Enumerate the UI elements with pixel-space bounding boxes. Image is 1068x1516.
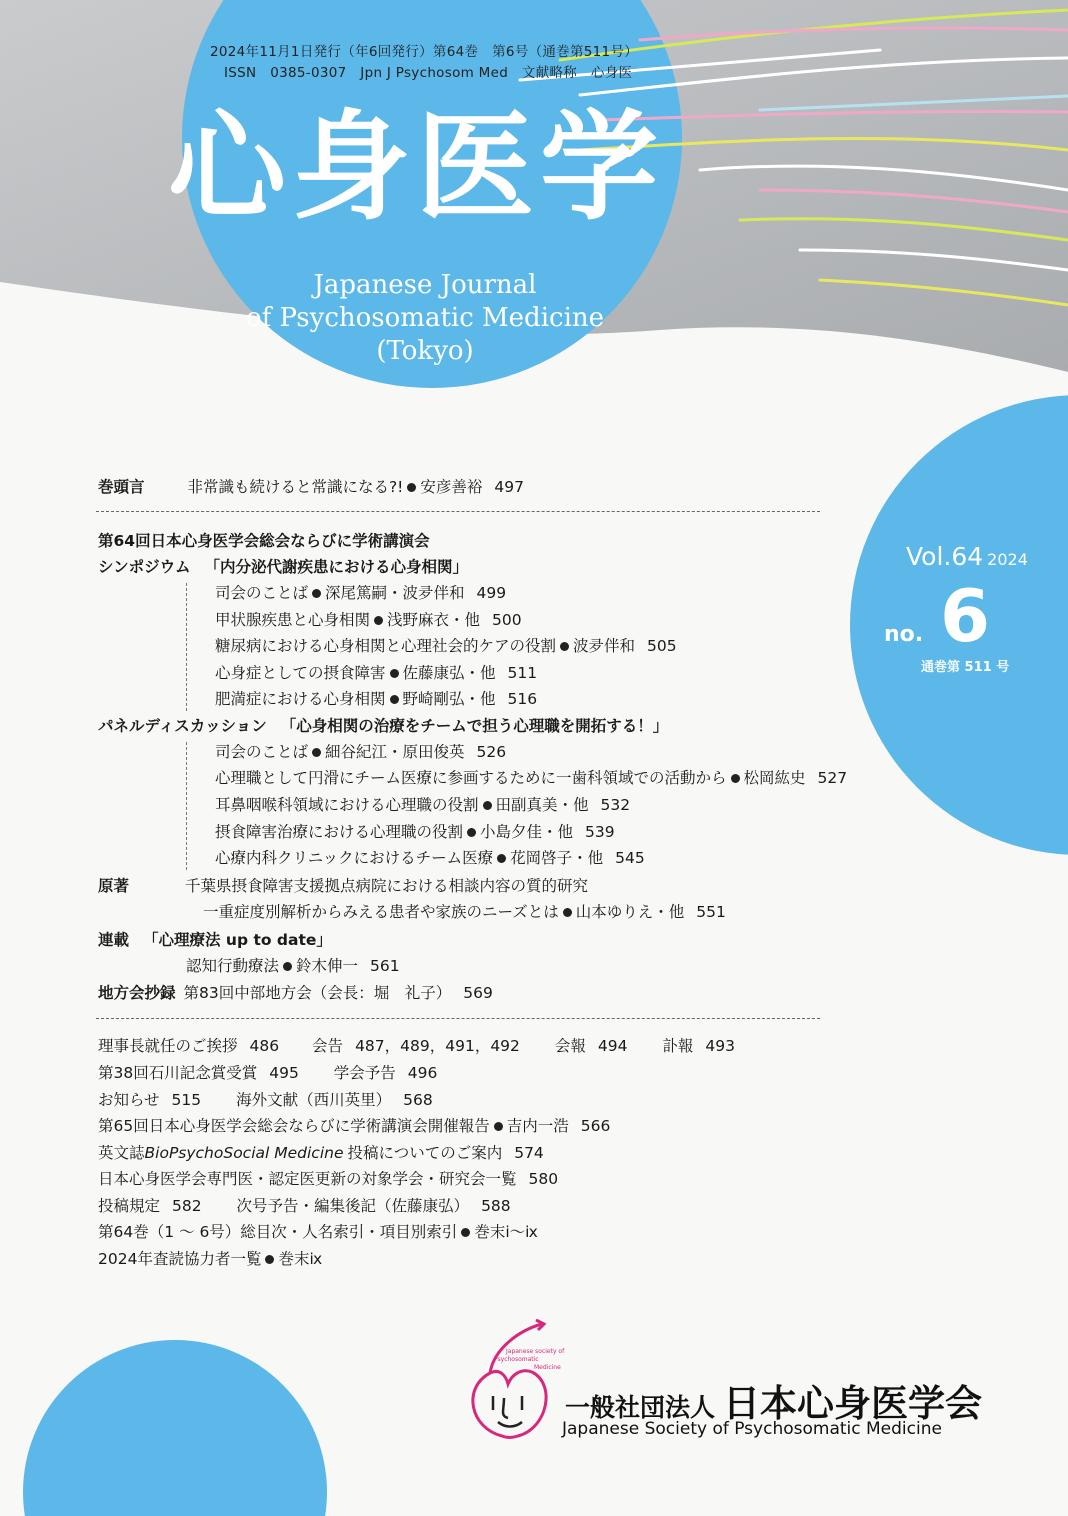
- article-title: 司会のことば: [215, 743, 309, 761]
- item-title: 海外文献（西川英里）: [236, 1091, 392, 1109]
- article-title: 心理職として円滑にチーム医療に参画するために一歯科領域での活動から: [215, 769, 727, 787]
- toc-item[interactable]: [215, 636, 677, 656]
- misc-line-7[interactable]: [98, 1196, 511, 1216]
- article-title: 千葉県摂食障害支援拠点病院における相談内容の質的研究: [185, 877, 589, 895]
- divider-top: [96, 511, 820, 512]
- article-title: 心身症としての摂食障害: [215, 664, 386, 682]
- article-page: 511: [507, 664, 538, 682]
- section-label: 連載: [98, 931, 130, 949]
- bullet-icon: [494, 1122, 503, 1131]
- toc-item[interactable]: [215, 848, 645, 868]
- article-title: 肥満症における心身相関: [215, 690, 386, 708]
- item-title: 日本心身医学会専門医・認定医更新の対象学会・研究会一覧: [98, 1170, 517, 1188]
- article-page: 500: [492, 611, 522, 629]
- journal-title-en-line3: (Tokyo): [376, 336, 474, 366]
- article-page: 569: [463, 984, 493, 1002]
- toc-kantougen[interactable]: [98, 477, 524, 497]
- volume-number: Vol.64: [906, 542, 984, 571]
- item-page: 582: [172, 1197, 202, 1215]
- article-author: 田副真美・他: [495, 796, 589, 814]
- article-page: 545: [615, 849, 645, 867]
- item-page: 588: [481, 1197, 511, 1215]
- article-author: 佐藤康弘・他: [402, 664, 496, 682]
- bullet-icon: [407, 483, 416, 492]
- publication-info-line2: ISSN 0385-0307 Jpn J Psychosom Med 文献略称 心身医: [224, 65, 633, 81]
- bullet-icon: [374, 616, 383, 625]
- item-page: 515: [171, 1091, 202, 1109]
- publication-info-line1: 2024年11月1日発行（年6回発行）第64巻 第6号（通巻第511号）: [210, 44, 639, 60]
- bullet-icon: [312, 589, 321, 598]
- society-name: 日本心身医学会: [723, 1382, 983, 1425]
- issue-label: no.: [884, 622, 924, 647]
- toc-item[interactable]: [215, 610, 522, 630]
- society-prefix: 一般社団法人: [565, 1393, 716, 1422]
- toc-original[interactable]: [98, 876, 588, 896]
- misc-line-1[interactable]: [98, 1036, 735, 1056]
- panel-heading: [98, 716, 668, 736]
- serial-heading: [98, 930, 332, 950]
- item-title: 学会予告: [333, 1064, 396, 1082]
- item-title: 理事長就任のご挨拶: [98, 1037, 238, 1055]
- journal-title-en-line1: Japanese Journal: [313, 270, 537, 300]
- item-page: 493: [705, 1037, 735, 1055]
- article-author: 野崎剛弘・他: [402, 690, 496, 708]
- logo-text-2: Psychosomatic: [494, 1356, 539, 1363]
- toc-serial-item[interactable]: [186, 956, 400, 976]
- article-author: 深尾篤嗣・波夛伴和: [325, 584, 465, 602]
- item-title: 2024年査読協力者一覧: [98, 1250, 262, 1268]
- volume-year: 2024: [987, 550, 1028, 569]
- congress-heading: 第64回日本心身医学会総会ならびに学術講演会: [98, 532, 430, 550]
- item-title: 投稿についてのご案内: [347, 1144, 503, 1162]
- article-page: 497: [494, 478, 525, 496]
- article-author: 安彦善裕: [420, 478, 483, 496]
- article-author: 波夛伴和: [573, 637, 636, 655]
- section-title: 「内分泌代謝疾患における心身相関」: [204, 558, 468, 576]
- section-title: 「心身相関の治療をチームで担う心理職を開拓する！」: [280, 717, 669, 735]
- article-page: 539: [585, 823, 615, 841]
- item-page: 496: [407, 1064, 438, 1082]
- article-page: 532: [600, 796, 631, 814]
- toc-original-subtitle[interactable]: [203, 902, 726, 922]
- article-page: 561: [370, 957, 400, 975]
- item-page: 494: [597, 1037, 628, 1055]
- section-label: シンポジウム: [98, 558, 191, 576]
- toc-item[interactable]: [215, 768, 847, 788]
- cumulative-issue: 通巻第 511 号: [921, 660, 1010, 675]
- toc-item[interactable]: [215, 822, 615, 842]
- item-page: 566: [580, 1117, 611, 1135]
- article-page: 516: [507, 690, 538, 708]
- article-author: 花岡啓子・他: [510, 849, 604, 867]
- bullet-icon: [265, 1255, 274, 1264]
- item-author: 吉内一浩: [506, 1117, 569, 1135]
- bullet-icon: [731, 774, 740, 783]
- section-label: 原著: [98, 877, 130, 895]
- section-label: 地方会抄録: [98, 984, 176, 1002]
- item-title: 第65回日本心身医学会総会ならびに学術講演会開催報告: [98, 1117, 490, 1135]
- bullet-icon: [560, 642, 569, 651]
- misc-line-3[interactable]: [98, 1090, 433, 1110]
- bullet-icon: [467, 828, 476, 837]
- bullet-icon: [563, 908, 572, 917]
- item-title: 第64巻（1 ～ 6号）総目次・人名索引・項目別索引: [98, 1223, 458, 1241]
- article-title: 甲状腺疾患と心身相関: [215, 611, 371, 629]
- item-title-prefix: 英文誌: [98, 1144, 145, 1162]
- bullet-icon: [390, 695, 399, 704]
- panel-bracket: [186, 742, 187, 870]
- article-page: 526: [476, 743, 507, 761]
- item-page: 487，489，491，492: [355, 1037, 520, 1055]
- article-author: 松岡紘史: [743, 769, 806, 787]
- misc-line-9[interactable]: [98, 1249, 322, 1269]
- item-page: 486: [249, 1037, 280, 1055]
- bullet-icon: [497, 854, 506, 863]
- misc-line-2[interactable]: [98, 1063, 437, 1083]
- article-title: 司会のことば: [215, 584, 309, 602]
- item-page: 巻末ⅸ: [278, 1250, 323, 1268]
- bullet-icon: [312, 748, 321, 757]
- item-title: 会報: [554, 1037, 586, 1055]
- article-page: 505: [647, 637, 677, 655]
- article-page: 527: [817, 769, 848, 787]
- article-author: 鈴木伸一: [296, 957, 359, 975]
- article-page: 499: [476, 584, 507, 602]
- toc-regional[interactable]: [98, 983, 493, 1003]
- volume-label: [906, 542, 1028, 571]
- logo-text-1: Japanese society of: [506, 1348, 565, 1355]
- misc-line-8[interactable]: [98, 1222, 538, 1242]
- item-page: 巻末ⅰ～ⅸ: [474, 1223, 538, 1241]
- section-label: パネルディスカッション: [98, 717, 267, 735]
- issue-number: 6: [940, 574, 991, 658]
- symposium-heading: [98, 557, 468, 577]
- item-title: 投稿規定: [98, 1197, 161, 1215]
- article-page: 551: [696, 903, 726, 921]
- article-title: 認知行動療法: [186, 957, 280, 975]
- society-logo-icon: [460, 1318, 560, 1448]
- logo-text-3: Medicine: [534, 1364, 561, 1371]
- article-title: 糖尿病における心身相関と心理社会的ケアの役割: [215, 637, 557, 655]
- article-author: 浅野麻衣・他: [387, 611, 481, 629]
- article-title: 耳鼻咽喉科領域における心理職の役割: [215, 796, 479, 814]
- item-title: 会告: [312, 1037, 344, 1055]
- article-title: 第83回中部地方会（会長：堀 礼子）: [183, 984, 452, 1002]
- article-author: 細谷紀江・原田俊英: [325, 743, 465, 761]
- bullet-icon: [390, 669, 399, 678]
- item-page: 580: [528, 1170, 559, 1188]
- toc-item[interactable]: [215, 689, 537, 709]
- misc-line-4[interactable]: [98, 1116, 610, 1136]
- toc-item[interactable]: [215, 583, 506, 603]
- item-title: 次号予告・編集後記（佐藤康弘）: [236, 1197, 470, 1215]
- article-title: 心療内科クリニックにおけるチーム医療: [215, 849, 494, 867]
- article-title: 摂食障害治療における心理職の役割: [215, 823, 464, 841]
- journal-name: BioPsychoSocial Medicine: [144, 1144, 344, 1162]
- article-author: 山本ゆりえ・他: [575, 903, 685, 921]
- bullet-icon: [461, 1228, 470, 1237]
- article-title: 非常識も続けると常識になる?!: [187, 478, 404, 496]
- item-title: 第38回石川記念賞受賞: [98, 1064, 258, 1082]
- misc-line-5[interactable]: [98, 1143, 544, 1163]
- section-title: 「心理療法 up to date」: [143, 931, 332, 949]
- bullet-icon: [483, 801, 492, 810]
- misc-line-6[interactable]: [98, 1169, 558, 1189]
- section-label: 巻頭言: [98, 478, 145, 496]
- society-name-en: Japanese Society of Psychosomatic Medicine: [562, 1419, 942, 1439]
- divider-bottom: [96, 1018, 820, 1019]
- item-page: 495: [269, 1064, 299, 1082]
- toc-item[interactable]: [215, 742, 506, 762]
- journal-title-jp: 心身医学: [168, 98, 665, 236]
- item-title: お知らせ: [98, 1091, 160, 1109]
- toc-item[interactable]: [215, 795, 630, 815]
- bullet-icon: [283, 962, 292, 971]
- item-title: 訃報: [662, 1037, 694, 1055]
- item-page: 574: [514, 1144, 544, 1162]
- symposium-bracket: [186, 583, 187, 711]
- journal-title-en-line2: of Psychosomatic Medicine: [245, 303, 605, 333]
- article-author: 小島夕佳・他: [480, 823, 574, 841]
- toc-item[interactable]: [215, 663, 537, 683]
- item-page: 568: [403, 1091, 433, 1109]
- article-subtitle: 一重症度別解析からみえる患者や家族のニーズとは: [203, 903, 559, 921]
